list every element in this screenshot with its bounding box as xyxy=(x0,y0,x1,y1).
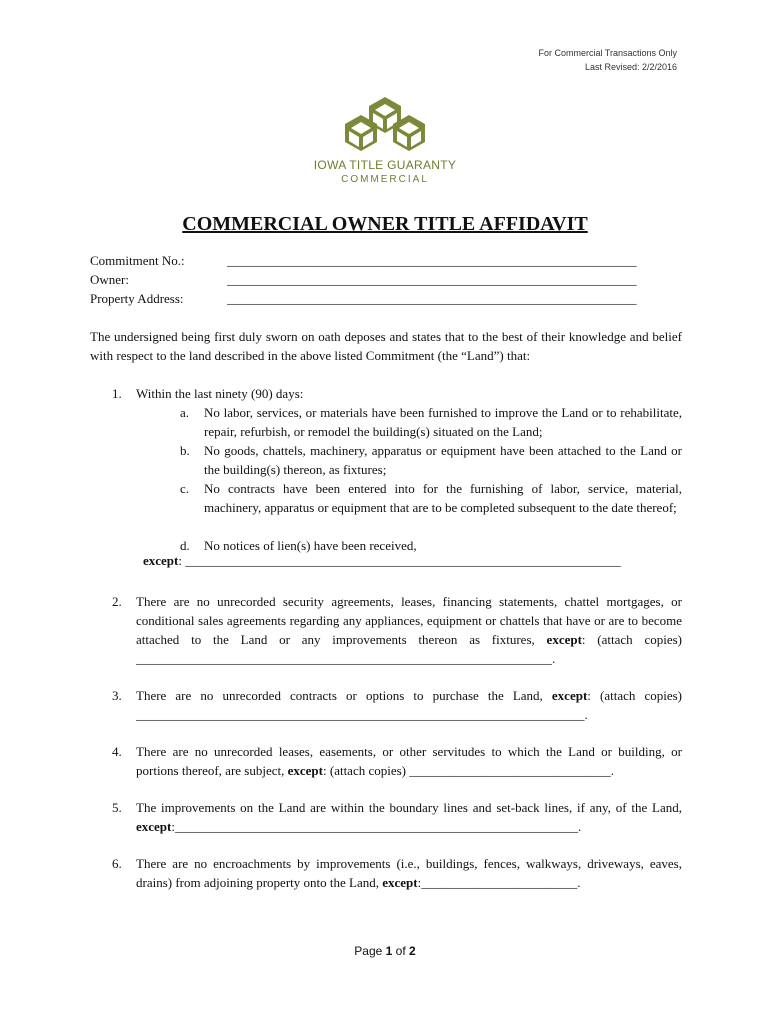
sub-item-text: No labor, services, or materials have been furnished to improve the Land or to rehabilitate, repair, refurbish, or remodel the building(s) situated on the Land; xyxy=(204,405,682,439)
item-text: There are no unrecorded leases, easements, or other servitudes to which the Land or building, or portions thereof, are subject, except: (attach copies) _______________________________. xyxy=(136,744,682,778)
item-1c xyxy=(170,479,682,517)
page-number: Page 1 of 2 xyxy=(354,944,416,958)
except-label: except xyxy=(136,819,172,834)
item-2 xyxy=(90,592,682,668)
item-text: There are no encroachments by improvements (i.e., buildings, fences, walkways, driveways, eaves, drains) from adjoining property onto the Land, except:________________________. xyxy=(136,856,682,890)
commitment-number-field xyxy=(90,253,690,272)
item-text: There are no unrecorded security agreements, leases, financing statements, chattel mortgages, or conditional sales agreements regarding any appliances, equipment or chattels that have or are to become attached to the Land or any improvements thereon as fixtures, except: (attach copies) ________________________________________________________________. xyxy=(136,594,682,666)
sub-item-letter: a. xyxy=(180,405,190,420)
owner-blank[interactable]: _______________________________________________________________ xyxy=(227,272,637,287)
sub-item-letter: d. xyxy=(180,538,190,553)
sub-item-text: No goods, chattels, machinery, apparatus or equipment have been attached to the Land or the building(s) thereon, as fixtures; xyxy=(204,443,682,477)
item-text: There are no unrecorded contracts or options to purchase the Land, except: (attach copies) _____________________________________________________________________. xyxy=(136,688,682,722)
item-1a xyxy=(170,403,682,441)
item-6 xyxy=(90,854,682,892)
sub-item-text: No contracts have been entered into for the furnishing of labor, service, material, machinery, apparatus or equipment that are to be completed subsequent to the date thereof; xyxy=(204,481,682,515)
document-title: COMMERCIAL OWNER TITLE AFFIDAVIT xyxy=(182,213,588,235)
company-logo xyxy=(305,95,465,195)
item-number: 5. xyxy=(112,800,122,815)
property-address-field xyxy=(90,291,690,310)
item-1 xyxy=(90,384,682,403)
item-3 xyxy=(90,686,682,724)
except-label: except xyxy=(143,553,179,568)
cubes-logo-icon xyxy=(341,95,429,155)
except-label: except xyxy=(551,688,588,703)
item-number: 3. xyxy=(112,688,122,703)
owner-field xyxy=(90,272,690,291)
owner-label: Owner: xyxy=(90,272,129,287)
except-blank[interactable]: : ___________________________________________________________________ xyxy=(178,553,621,568)
item-1-except-line xyxy=(143,553,621,569)
except-blank[interactable]: : (attach copies) _____________________________________________________________________. xyxy=(136,688,682,722)
commitment-number-blank[interactable]: _______________________________________________________________ xyxy=(227,253,637,268)
commitment-number-label: Commitment No.: xyxy=(90,253,185,268)
except-blank[interactable]: :________________________. xyxy=(417,875,581,890)
item-4 xyxy=(90,742,682,780)
logo-division-name: COMMERCIAL xyxy=(341,174,429,185)
total-pages: 2 xyxy=(409,944,416,958)
intro-paragraph: The undersigned being first duly sworn on oath deposes and states that to the best of their knowledge and belief with respect to the land described in the above listed Commitment (the “Land”) that: xyxy=(90,329,682,363)
sub-item-letter: b. xyxy=(180,443,190,458)
item-5 xyxy=(90,798,682,836)
sub-item-letter: c. xyxy=(180,481,190,496)
except-label: except xyxy=(382,875,418,890)
property-address-blank[interactable]: _______________________________________________________________ xyxy=(227,291,637,306)
header-transaction-note: For Commercial Transactions Only xyxy=(538,48,677,58)
except-blank[interactable]: : (attach copies) ________________________________________________________________. xyxy=(136,632,682,666)
sub-item-text: No notices of lien(s) have been received, xyxy=(204,538,417,553)
property-address-label: Property Address: xyxy=(90,291,184,306)
except-label: except xyxy=(287,763,323,778)
except-blank[interactable]: : (attach copies) _______________________________. xyxy=(323,763,615,778)
current-page: 1 xyxy=(385,944,393,958)
item-text: Within the last ninety (90) days: xyxy=(136,386,304,401)
item-text: The improvements on the Land are within the boundary lines and set-back lines, if any, of the Land, except:______________________________________________________________. xyxy=(136,800,682,834)
header-revision-date: Last Revised: 2/2/2016 xyxy=(584,62,677,72)
logo-company-name: IOWA TITLE GUARANTY xyxy=(313,158,457,172)
except-blank[interactable]: :______________________________________________________________. xyxy=(171,819,582,834)
item-number: 6. xyxy=(112,856,122,871)
item-number: 2. xyxy=(112,594,122,609)
except-label: except xyxy=(546,632,582,647)
item-1b xyxy=(170,441,682,479)
item-number: 4. xyxy=(112,744,122,759)
item-number: 1. xyxy=(112,386,122,401)
document-header xyxy=(538,46,677,74)
